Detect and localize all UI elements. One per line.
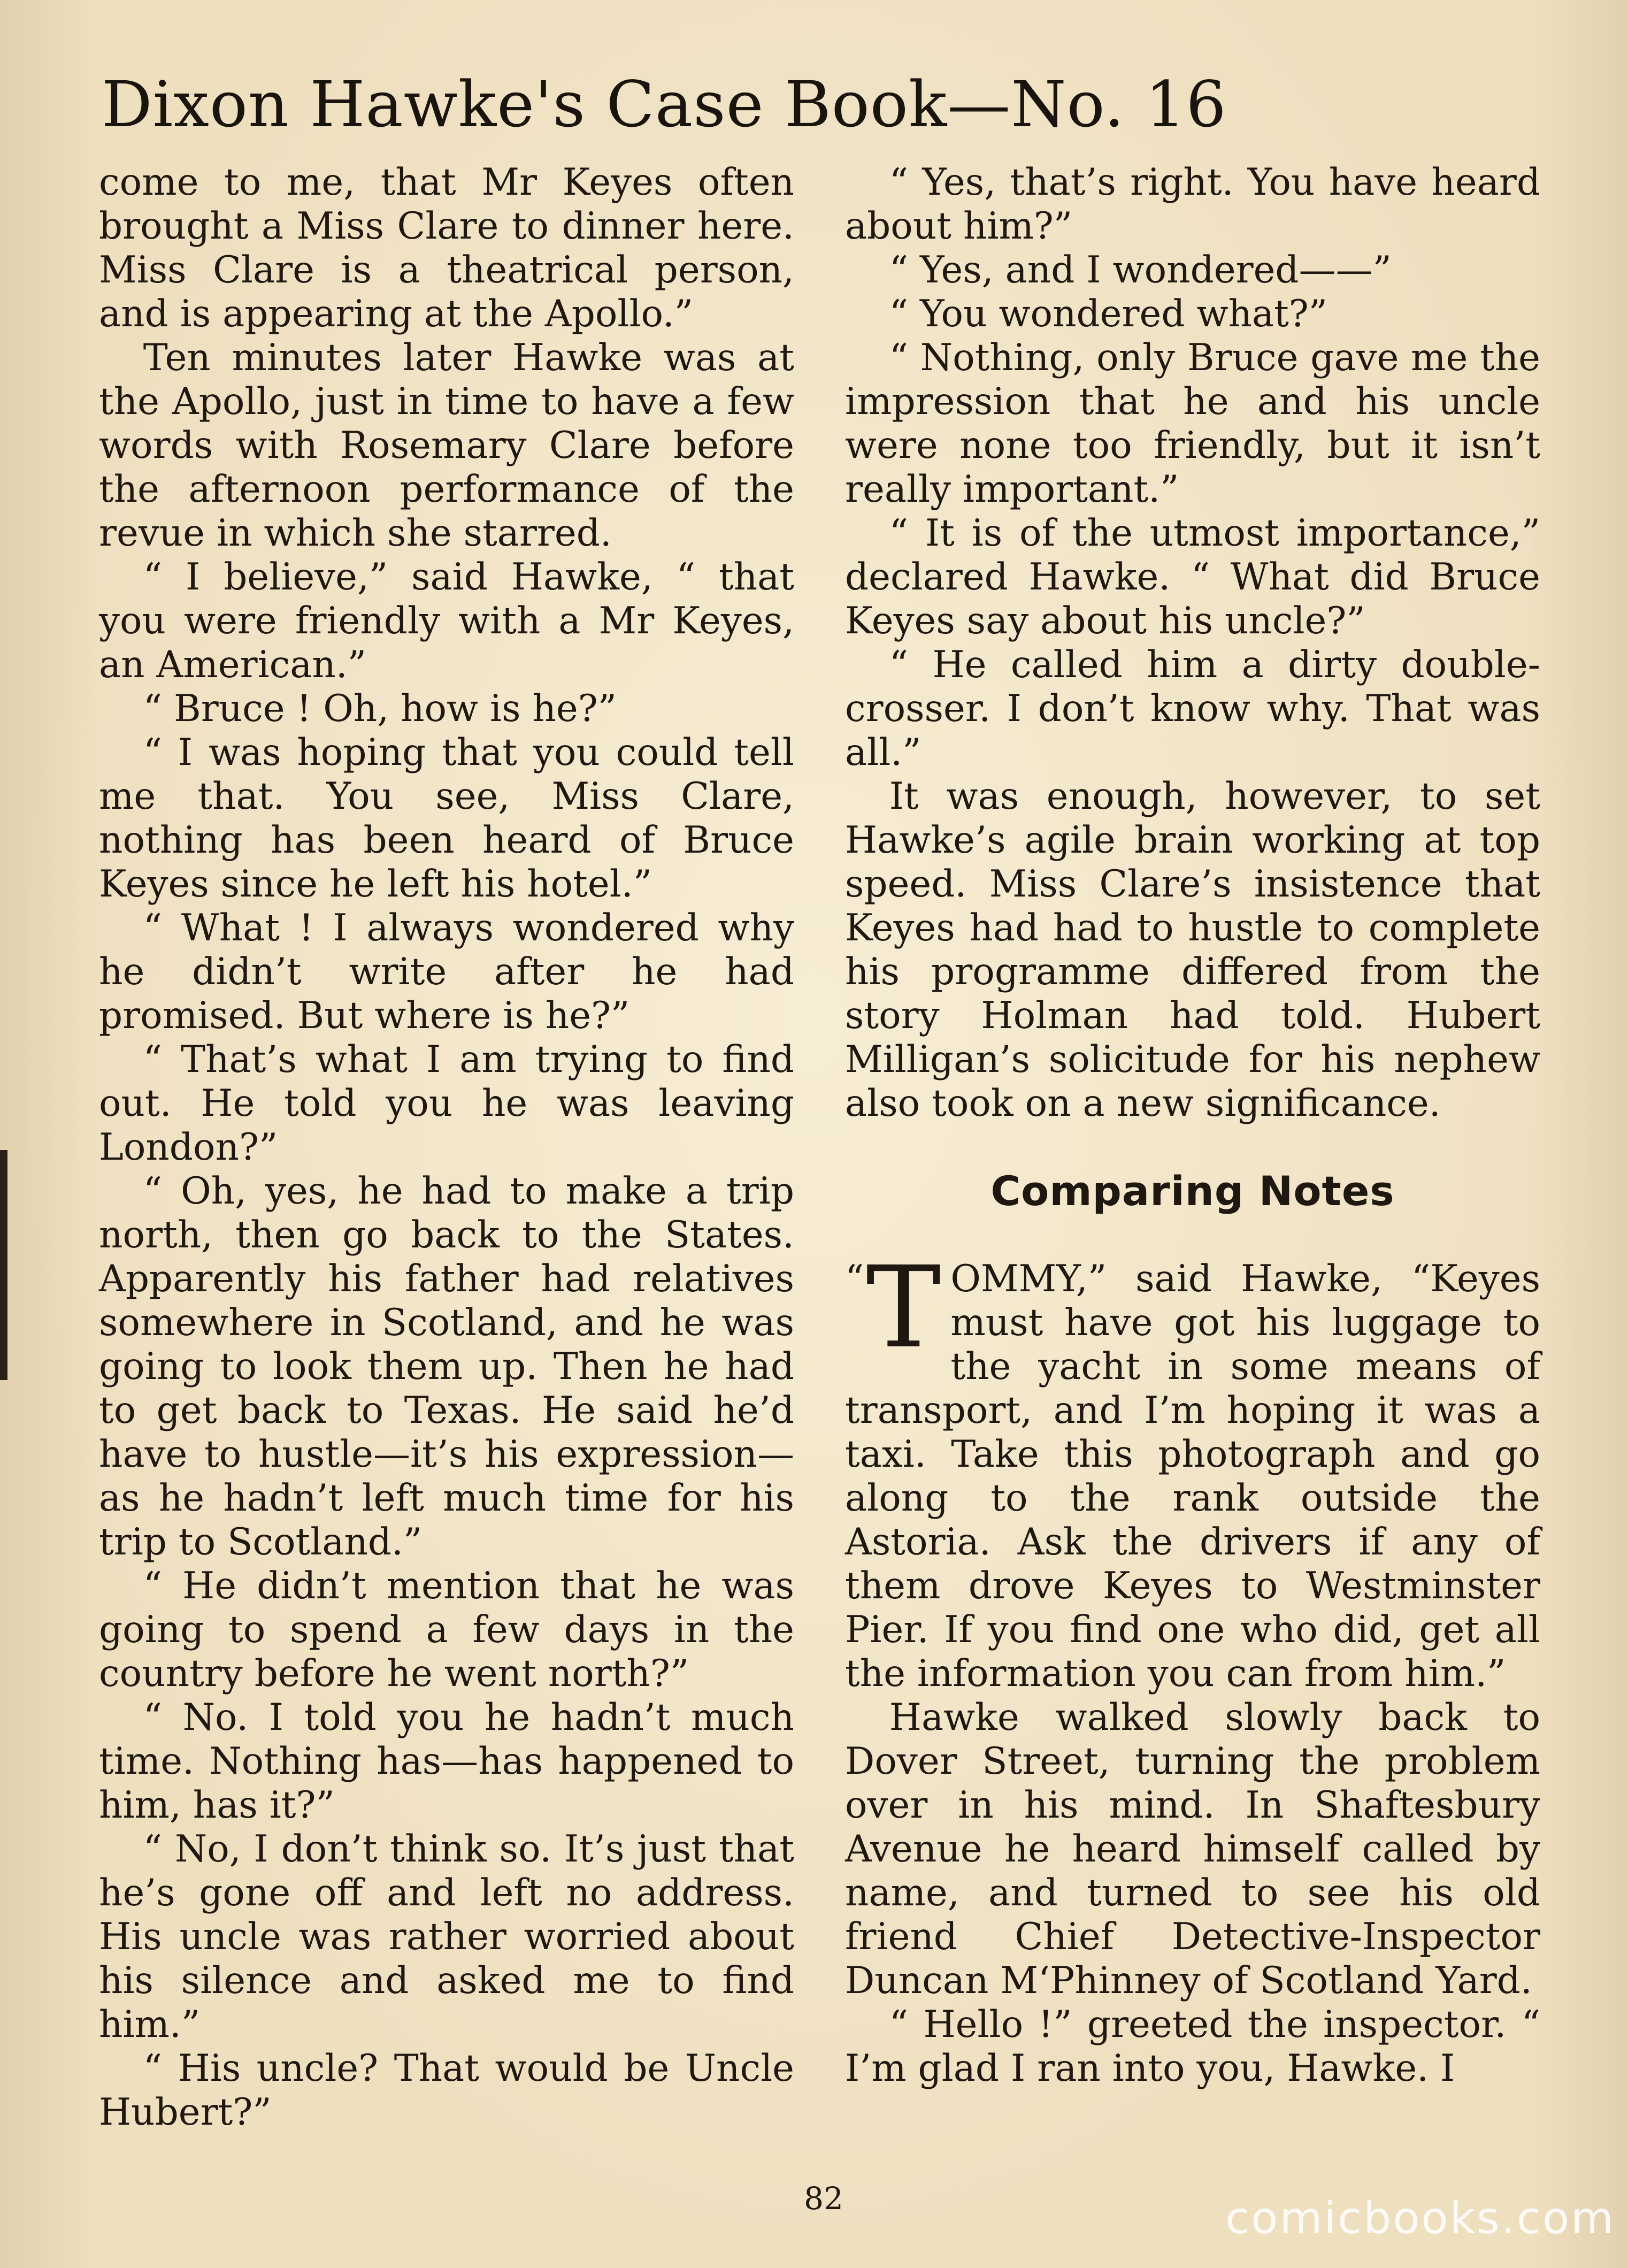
section-subheading: Comparing Notes <box>990 1167 1395 1215</box>
dropcap-paragraph <box>845 1242 1540 1696</box>
paragraph: “ No, I don’t think so. It’s just that he’s gone off and left no address. His uncle was rather worried about his silence and asked me to find him.” <box>99 1828 794 2046</box>
drop-cap-letter: T <box>866 1242 941 1373</box>
page-number: 82 <box>804 2180 843 2217</box>
paragraph: come to me, that Mr Keyes often brought a Miss Clare to dinner here. Miss Clare is a theatrical person, and is appearing at the Apollo.” <box>99 161 794 335</box>
paragraph: “ Hello !” greeted the inspector. “ I’m glad I ran into you, Hawke. I <box>845 2003 1540 2090</box>
paragraph: “ What ! I always wondered why he didn’t write after he had promised. But where is he?” <box>99 907 794 1037</box>
page-header-title: Dixon Hawke's Case Book—No. 16 <box>102 67 1227 141</box>
paragraph: “ It is of the utmost importance,” declared Hawke. “ What did Bruce Keyes say about his uncle?” <box>845 512 1540 642</box>
paragraph: “ Nothing, only Bruce gave me the impression that he and his uncle were none too friendly, but it isn’t really important.” <box>845 336 1540 511</box>
paragraph: “ He didn’t mention that he was going to spend a few days in the country before he went north?” <box>99 1565 794 1695</box>
page-edge-shadow <box>0 1150 7 1380</box>
paragraph: “ Yes, and I wondered——” <box>889 249 1392 292</box>
paragraph: “ I believe,” said Hawke, “ that you were friendly with a Mr Keyes, an American.” <box>99 556 794 686</box>
opening-quote: “ <box>845 1258 864 1300</box>
paragraph: It was enough, however, to set Hawke’s agile brain working at top speed. Miss Clare’s insistence that Keyes had had to hustle to complete his programme differed from the story Holman had told. Hubert Milligan’s solicitude for his nephew also took on a new significance. <box>845 775 1540 1125</box>
paragraph: “ No. I told you he hadn’t much time. Nothing has—has happened to him, has it?” <box>99 1696 794 1827</box>
paragraph: “ Oh, yes, he had to make a trip north, then go back to the States. Apparently his father had relatives somewhere in Scotland, and he was going to look them up. Then he had to get back to Texas. He said he’d have to hustle—it’s his expression—as he hadn’t left much time for his trip to Scotland.” <box>99 1170 794 1564</box>
paragraph: Hawke walked slowly back to Dover Street, turning the problem over in his mind. In Shaftesbury Avenue he heard himself called by name, and turned to see his old friend Chief Detective-Inspector Duncan M‘Phinney of Scotland Yard. <box>845 1696 1540 2002</box>
paragraph: “ You wondered what?” <box>889 293 1328 335</box>
paragraph: “ That’s what I am trying to find out. He told you he was leaving London?” <box>99 1038 794 1169</box>
left-text-column <box>99 160 794 2134</box>
right-text-column <box>845 160 1540 2090</box>
paragraph: “ He called him a dirty double-crosser. I don’t know why. That was all.” <box>845 643 1540 774</box>
dropcap-paragraph-text: OMMY,” said Hawke, “Keyes must have got his luggage to the yacht in some means of transport, and I’m hoping it was a taxi. Take this photograph and go along to the rank outside the Astoria. Ask the drivers if any of them drove Keyes to Westminster Pier. If you find one who did, get all the information you can from him.” <box>845 1258 1540 1695</box>
paragraph: “ Bruce ! Oh, how is he?” <box>143 687 617 730</box>
paragraph: “ Yes, that’s right. You have heard about him?” <box>845 161 1540 248</box>
paragraph: “ I was hoping that you could tell me that. You see, Miss Clare, nothing has been heard of Bruce Keyes since he left his hotel.” <box>99 731 794 906</box>
paragraph: “ His uncle? That would be Uncle Hubert?” <box>99 2047 794 2134</box>
paragraph: Ten minutes later Hawke was at the Apollo, just in time to have a few words with Rosemary Clare before the afternoon performance of the revue in which she starred. <box>99 336 794 555</box>
site-watermark: comicbooks.com <box>1225 2193 1615 2244</box>
